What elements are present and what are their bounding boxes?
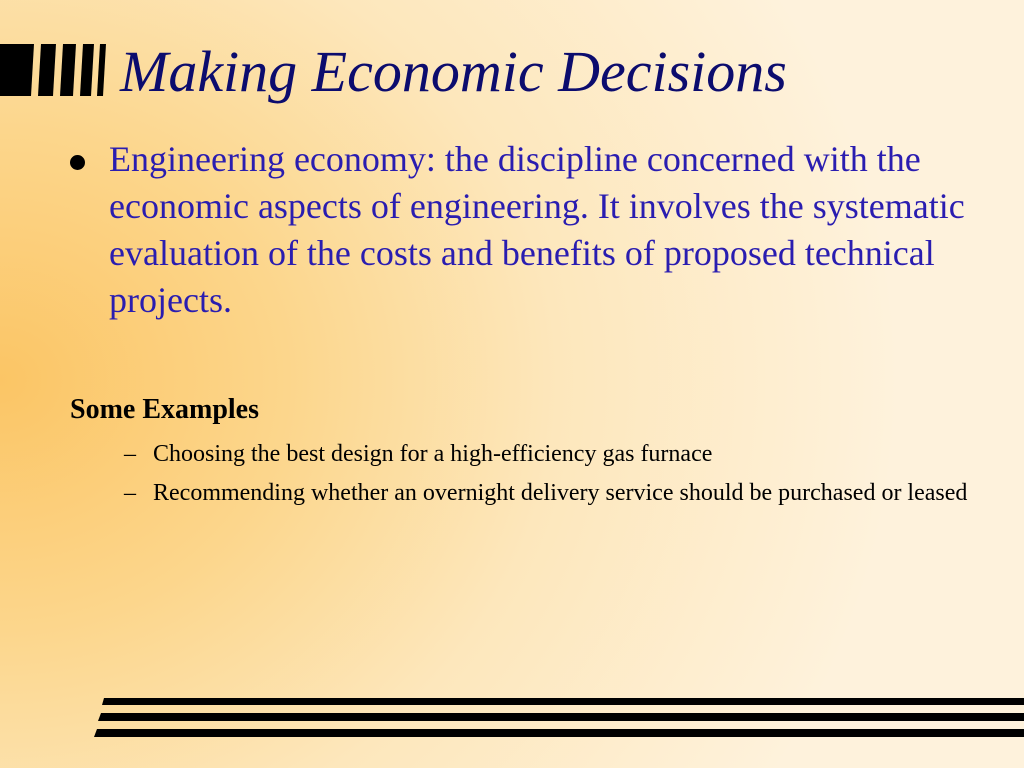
bullet-dot-icon [70, 155, 85, 170]
footer-lines-icon [94, 698, 1024, 738]
examples-heading: Some Examples [70, 394, 259, 425]
main-bullet-text: Engineering economy: the discipline concerned with the economic aspects of engineering. It involves the systematic evaluation of the costs and benefits of proposed technical projects. [109, 139, 965, 320]
examples-list [124, 438, 994, 516]
dash-bullet-icon: – [124, 480, 136, 506]
example-item-text: Choosing the best design for a high-efficiency gas furnace [153, 441, 713, 467]
dash-bullet-icon: – [124, 441, 136, 467]
title-bars-icon [0, 44, 106, 96]
example-item [124, 477, 994, 510]
example-item [124, 438, 994, 471]
main-bullet [70, 136, 1010, 324]
slide-title: Making Economic Decisions [120, 39, 787, 104]
example-item-text: Recommending whether an overnight delivery service should be purchased or leased [153, 480, 968, 506]
